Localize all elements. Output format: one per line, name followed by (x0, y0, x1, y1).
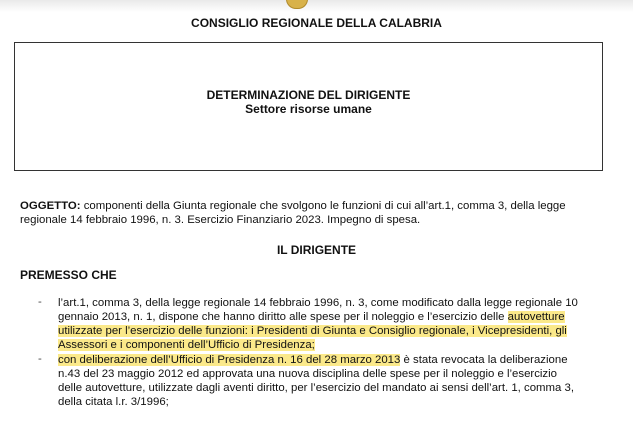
highlighted-text: autovetture utilizzate per l’esercizio delle funzioni: i Presidenti di Giunta e Consiglio regionale, i Vicepresidenti, gli Assessori e i componenti dell’Ufficio di Presidenza; (58, 311, 567, 351)
subject-label: OGGETTO: (20, 200, 81, 212)
list-bullet: - (38, 296, 42, 308)
department-subtitle: Settore risorse umane (245, 102, 372, 116)
title-box (14, 42, 603, 171)
document-type-title: DETERMINAZIONE DEL DIRIGENTE (206, 88, 411, 102)
list-item-text: è stata revocata la deliberazione n.43 del 23 maggio 2012 ed approvata una nuova disciplina delle spese per il noleggio e l’esercizio delle autovetture, utilizzate dagli aventi diritto, per l’esercizio del mandato ai sensi dell’art. 1, comma 3, della citata l.r. 3/1996; (58, 354, 575, 408)
subject-text: componenti della Giunta regionale che svolgono le funzioni di cui all’art.1, comma 3, della legge regionale 14 febbraio 1996, n. 3. Esercizio Finanziario 2023. Impegno di spesa. (20, 200, 566, 226)
header-title: CONSIGLIO REGIONALE DELLA CALABRIA (191, 16, 442, 30)
section-title: IL DIRIGENTE (276, 243, 357, 257)
highlighted-text: con deliberazione dell’Ufficio di Presidenza n. 16 del 28 marzo 2013 (58, 354, 401, 366)
list-bullet: - (38, 353, 42, 365)
list-item (58, 296, 584, 352)
list-item (58, 353, 584, 409)
list-item-text: l’art.1, comma 3, della legge regionale 14 febbraio 1996, n. 3, come modificato dalla legge regionale 10 gennaio 2013, n. 1, dispone che hanno diritto alle spese per il noleggio e l’esercizio delle (58, 297, 578, 323)
top-fade (0, 0, 633, 12)
premesso-heading: PREMESSO CHE (20, 268, 117, 282)
subject-paragraph (20, 199, 613, 227)
